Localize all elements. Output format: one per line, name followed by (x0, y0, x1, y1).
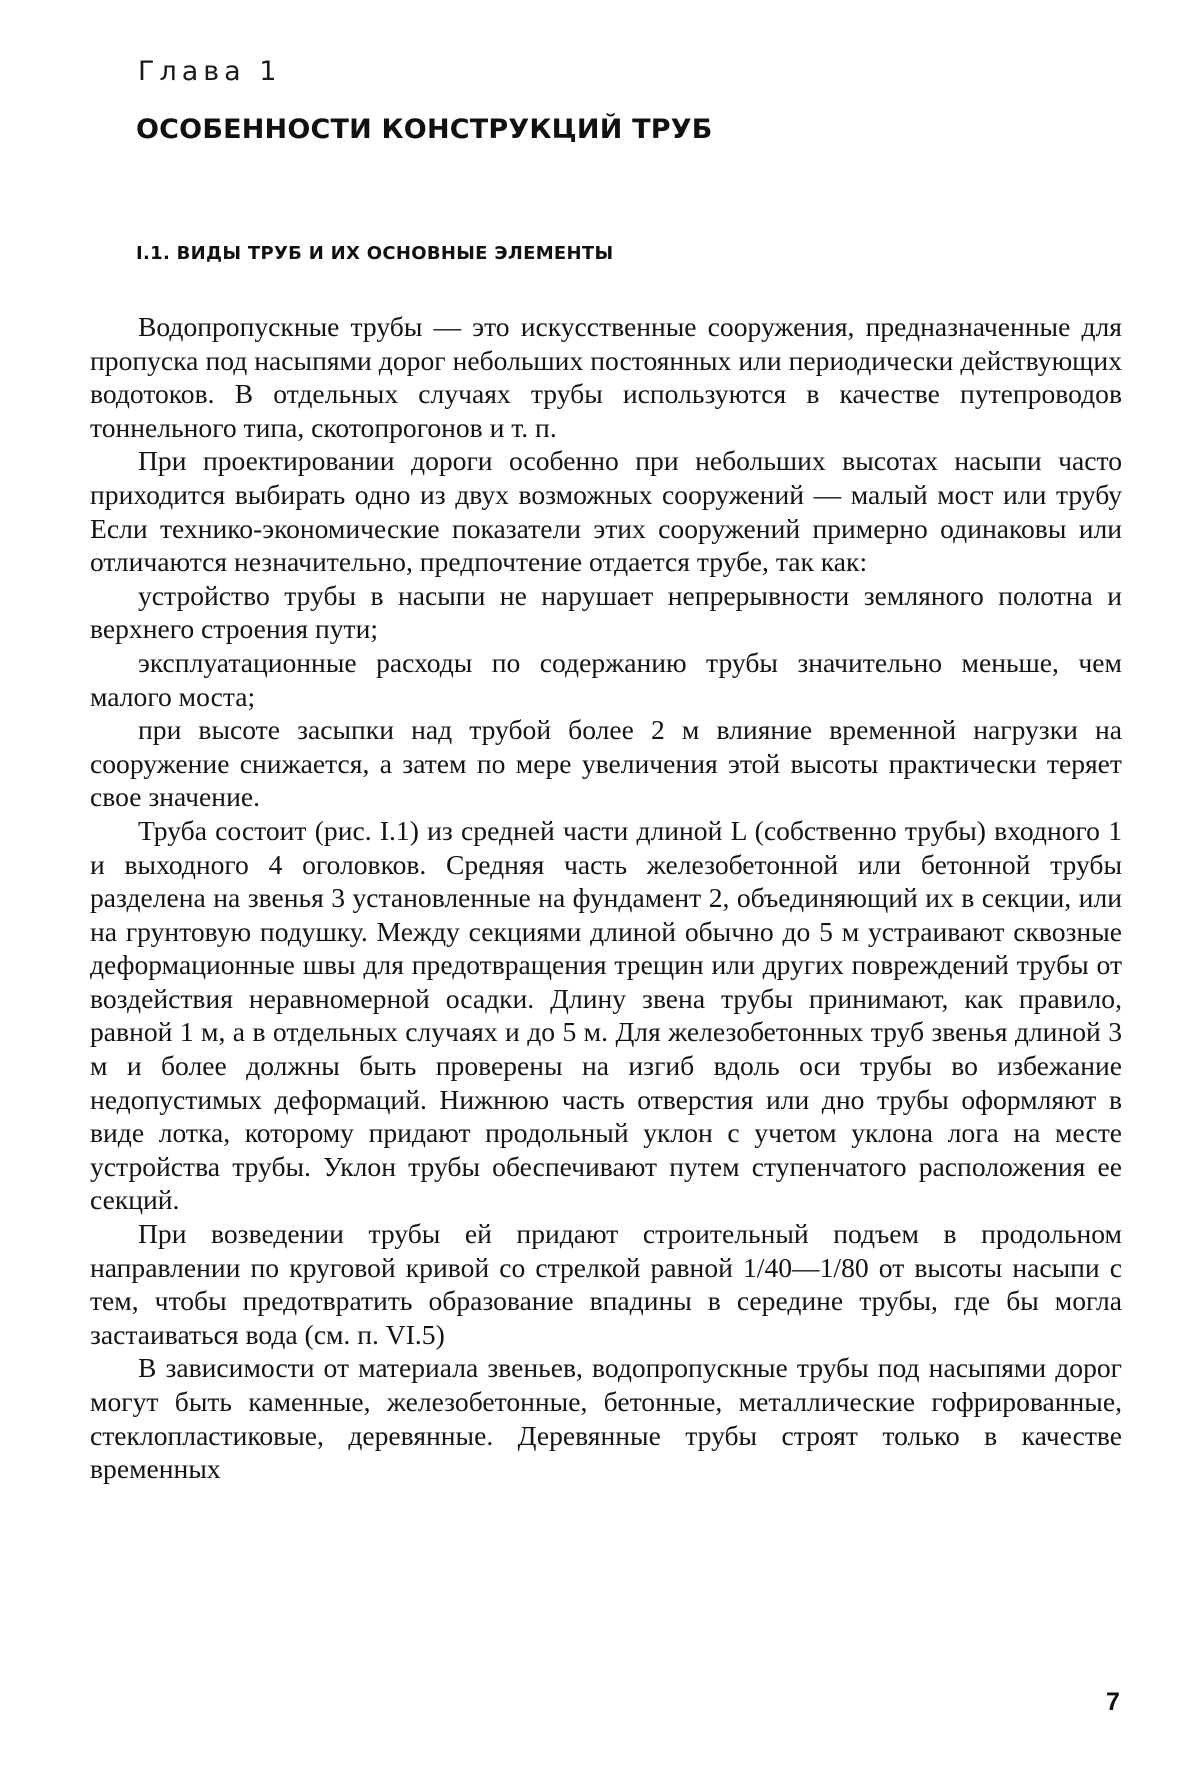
page-number: 7 (1106, 1688, 1120, 1716)
paragraph-1: Водопропускные трубы — это искусственные сооружения, предназначенные для пропуска под насыпями дорог небольших постоянных или периодически действующих водотоков. В отдельных случаях трубы используются в качестве путепроводов тоннельного типа, скотопрогонов и т. п. (90, 311, 1122, 443)
list-item-3: при высоте засыпки над трубой более 2 м влияние временной нагрузки на сооружение снижается, а затем по мере увеличения этой высоты практически теряет свое значение. (90, 714, 1122, 813)
list-item-2: эксплуатационные расходы по содержанию трубы значительно меньше, чем малого моста; (90, 646, 1122, 712)
chapter-title: ОСОБЕННОСТИ КОНСТРУКЦИЙ ТРУБ (136, 114, 713, 145)
list-item-1: устройство трубы в насыпи не нарушает непрерывности земляного полотна и верхнего строения пути; (90, 579, 1122, 645)
section-title: I.1. ВИДЫ ТРУБ И ИХ ОСНОВНЫЕ ЭЛЕМЕНТЫ (136, 243, 614, 264)
paragraph-5: В зависимости от материала звеньев, водопропускные трубы под насыпями дорог могут быть каменные, железобетонные, бетонные, металлические гофрированные, стеклопластиковые, деревянные. Деревянные трубы строят только в качестве временных (90, 1352, 1122, 1485)
paragraph-3: Труба состоит (рис. I.1) из средней части длиной L (собственно трубы) входного 1 и выходного 4 оголовков. Средняя часть железобетонной или бетонной трубы разделена на звенья 3 установленные на фундамент 2, объединяющий их в секции, или на грунтовую подушку. Между секциями длиной обычно до 5 м устраивают сквозные деформационные швы для предотвращения трещин или других повреждений трубы от воздействия неравномерной осадки. Длину звена трубы принимают, как правило, равной 1 м, а в отдельных случаях и до 5 м. Для железобетонных труб звенья длиной 3 м и более должны быть проверены на изгиб вдоль оси трубы во избежание недопустимых деформаций. Нижнюю часть отверстия или дно трубы оформляют в виде лотка, которому придают продольный уклон с учетом уклона лога на месте устройства трубы. Уклон трубы обеспечивают путем ступенчатого расположения ее секций. (90, 814, 1122, 1216)
body-text (90, 310, 1122, 1486)
chapter-label: Глава 1 (138, 56, 282, 87)
paragraph-2: При проектировании дороги особенно при небольших высотах насыпи часто приходится выбирать одно из двух возможных сооружений — малый мост или трубу Если технико-экономические показатели этих сооружений примерно одинаковы или отличаются незначительно, предпочтение отдается трубе, так как: (90, 445, 1122, 578)
paragraph-4: При возведении трубы ей придают строительный подъем в продольном направлении по круговой кривой со стрелкой равной 1/40—1/80 от высоты насыпи с тем, чтобы предотвратить образование впадины в середине трубы, где бы могла застаиваться вода (см. п. VI.5) (90, 1218, 1122, 1350)
